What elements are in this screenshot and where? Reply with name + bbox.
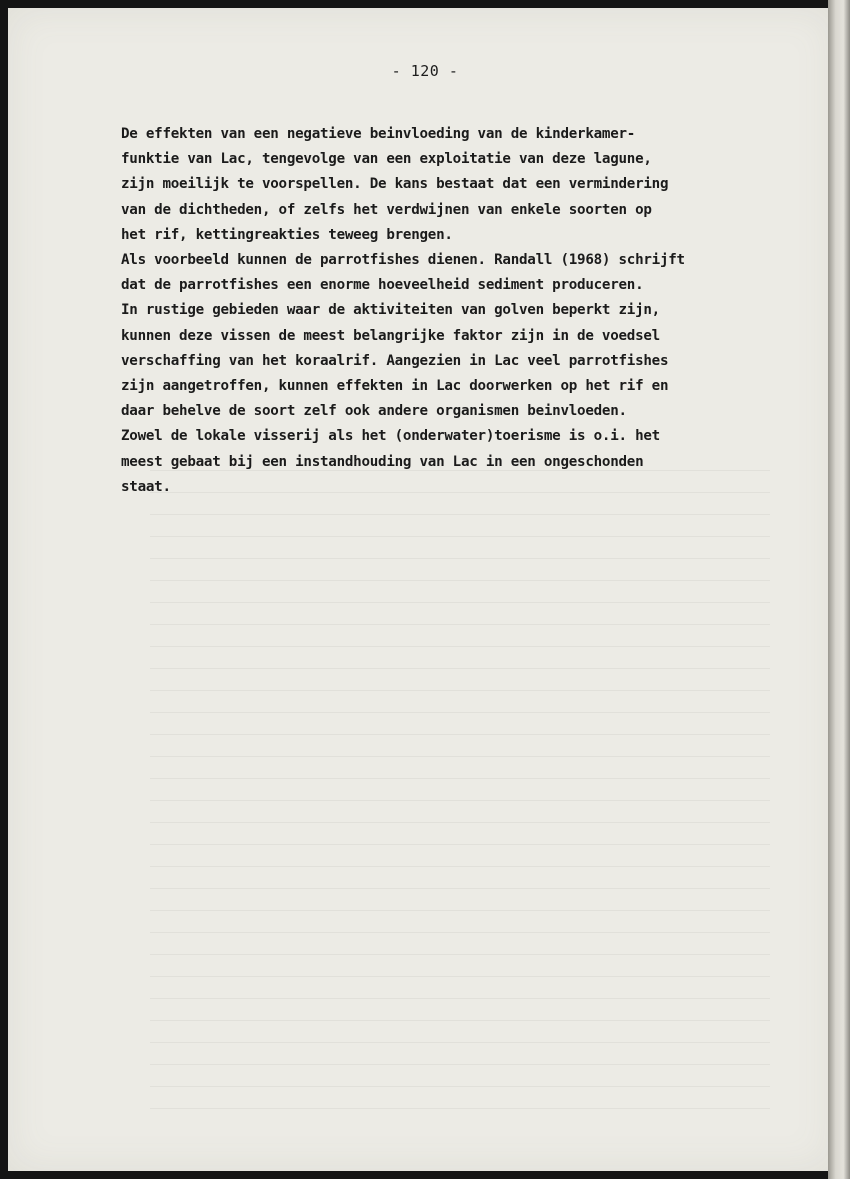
show-through-texture (150, 470, 770, 1110)
text-line: staat. (121, 478, 171, 495)
text-line: De effekten van een negatieve beinvloeding van de kinderkamer- (121, 126, 636, 142)
text-line: funktie van Lac, tengevolge van een exploitatie van deze lagune, (121, 151, 652, 168)
text-line: meest gebaat bij een instandhouding van Lac in een ongeschonden (121, 453, 644, 470)
text-line: het rif, kettingreakties teweeg brengen. (121, 226, 453, 243)
text-line: Zowel de lokale visserij als het (onderwater)toerisme is o.i. het (121, 428, 660, 445)
text-line: daar behelve de soort zelf ook andere organismen beinvloeden. (121, 403, 627, 420)
body-paragraph (121, 122, 761, 500)
text-line: van de dichtheden, of zelfs het verdwijnen van enkele soorten op (121, 201, 652, 218)
text-line: zijn moeilijk te voorspellen. De kans bestaat dat een vermindering (121, 176, 669, 193)
text-line: dat de parrotfishes een enorme hoeveelheid sediment produceren. (121, 277, 644, 294)
text-line: Als voorbeeld kunnen de parrotfishes dienen. Randall (1968) schrijft (121, 252, 685, 269)
text-line: verschaffing van het koraalrif. Aangezien in Lac veel parrotfishes (121, 352, 669, 369)
text-line: kunnen deze vissen de meest belangrijke faktor zijn in de voedsel (121, 327, 660, 344)
page-edge (828, 0, 850, 1179)
text-line: In rustige gebieden waar de aktiviteiten van golven beperkt zijn, (121, 302, 660, 319)
text-line: zijn aangetroffen, kunnen effekten in Lac doorwerken op het rif en (121, 378, 669, 395)
page-number: - 120 - (391, 62, 459, 80)
